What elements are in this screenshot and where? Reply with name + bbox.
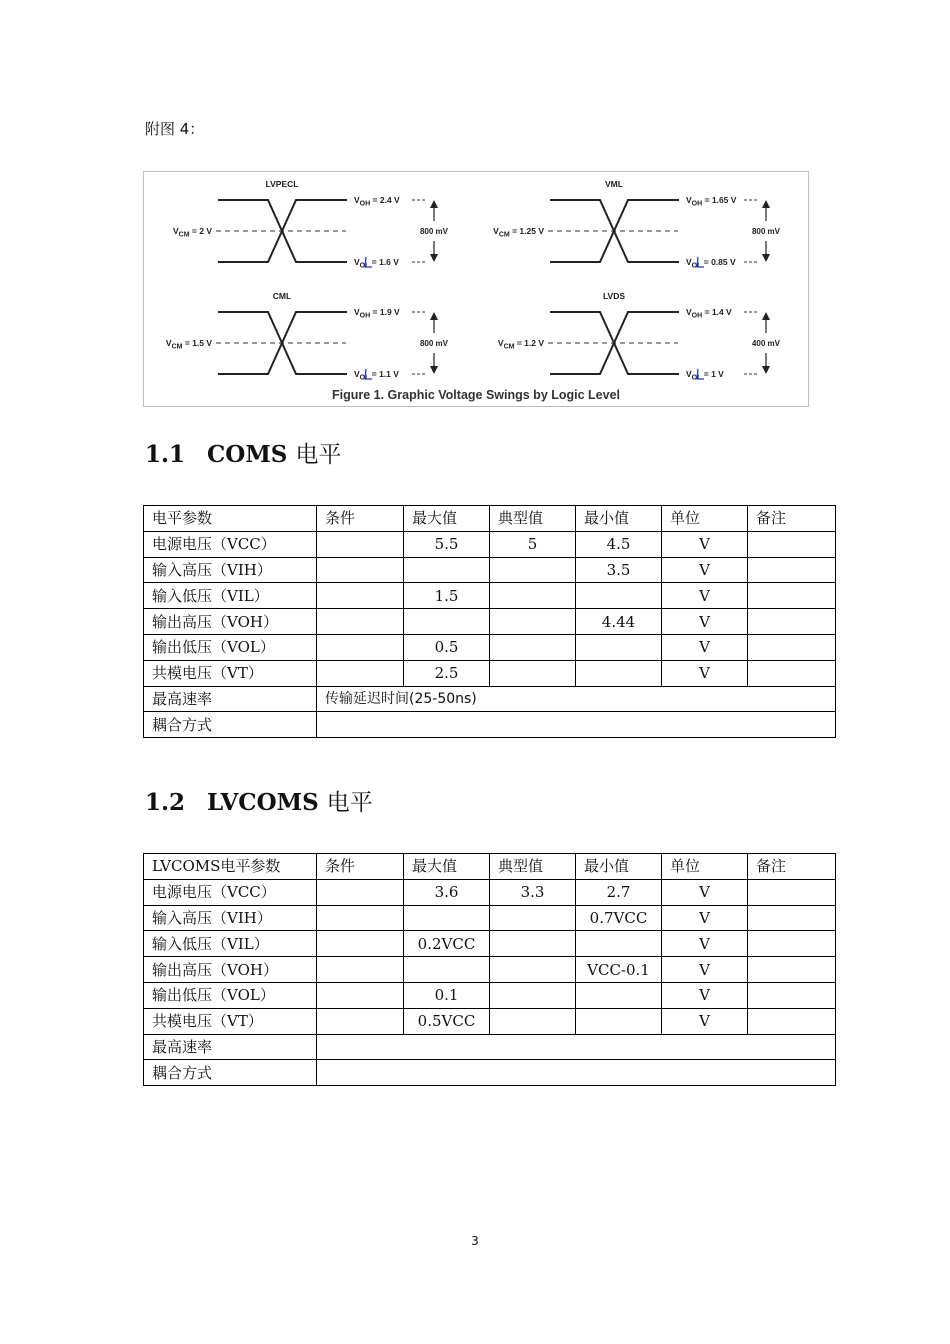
table-row xyxy=(144,712,836,738)
table-cell xyxy=(404,557,490,583)
row-label: 耦合方式 xyxy=(144,1060,317,1086)
voh-label: $V_{OH} = 1.9$ V xyxy=(354,307,400,320)
table-row xyxy=(144,905,836,931)
table-row xyxy=(144,634,836,660)
table-cell xyxy=(490,660,576,686)
panel-title: LVPECL xyxy=(265,179,299,189)
vcm-label: $V_{CM} = 2$ V xyxy=(172,226,212,239)
panel-title: LVDS xyxy=(602,291,626,301)
table-cell: 4.44 xyxy=(576,609,662,635)
table-cell xyxy=(490,982,576,1008)
row-label: 最高速率 xyxy=(144,686,317,712)
table-row xyxy=(144,1034,836,1060)
column-header: 典型值 xyxy=(490,854,576,880)
swing-value-label: 800 mV xyxy=(419,227,449,236)
table-row xyxy=(144,557,836,583)
vcm-label: $V_{CM} = 1.25$ V xyxy=(493,226,544,239)
table-row xyxy=(144,609,836,635)
row-label: 输入高压（VIH） xyxy=(144,905,317,931)
lvcoms-spec-table xyxy=(143,853,836,1086)
table-cell xyxy=(317,557,404,583)
table-row xyxy=(144,583,836,609)
column-header: 最小值 xyxy=(576,506,662,532)
table-cell xyxy=(317,634,404,660)
table-cell xyxy=(576,583,662,609)
row-label: 电源电压（VCC） xyxy=(144,879,317,905)
table-cell: VCC-0.1 xyxy=(576,957,662,983)
table-cell xyxy=(748,1008,836,1034)
table-cell xyxy=(404,957,490,983)
table-cell xyxy=(317,957,404,983)
table-cell xyxy=(576,660,662,686)
arrow-up-icon xyxy=(762,200,770,208)
column-header: 单位 xyxy=(662,854,748,880)
table-cell xyxy=(576,931,662,957)
table-cell: V xyxy=(662,982,748,1008)
row-label: 输入低压（VIL） xyxy=(144,931,317,957)
row-label: 电源电压（VCC） xyxy=(144,531,317,557)
table-cell: V xyxy=(662,1008,748,1034)
coupling-value-cell xyxy=(317,1060,836,1086)
table-cell xyxy=(317,660,404,686)
table-cell xyxy=(404,905,490,931)
column-header: 最大值 xyxy=(404,854,490,880)
column-header: 备注 xyxy=(748,506,836,532)
table-header-row xyxy=(144,854,836,880)
table-cell xyxy=(490,583,576,609)
table-cell: V xyxy=(662,879,748,905)
vol-label: $V_{OL} = 1.6$ V xyxy=(354,257,399,270)
table-cell xyxy=(748,957,836,983)
table-cell xyxy=(317,531,404,557)
table-row xyxy=(144,879,836,905)
column-header: 电平参数 xyxy=(144,506,317,532)
table-cell: 0.1 xyxy=(404,982,490,1008)
panel-title: VML xyxy=(605,179,623,189)
table-cell xyxy=(576,982,662,1008)
table-cell xyxy=(748,583,836,609)
table-cell: V xyxy=(662,531,748,557)
voh-label: $V_{OH} = 1.4$ V xyxy=(686,307,732,320)
row-label: 输出高压（VOH） xyxy=(144,957,317,983)
voh-label: $V_{OH} = 2.4$ V xyxy=(354,195,400,208)
speed-value-cell xyxy=(317,1034,836,1060)
table-cell xyxy=(317,879,404,905)
table-cell: 1.5 xyxy=(404,583,490,609)
section-number: 1.1 xyxy=(145,441,186,468)
swing-value-label: 800 mV xyxy=(419,339,449,348)
table-cell xyxy=(490,957,576,983)
table-cell xyxy=(317,583,404,609)
row-label: 耦合方式 xyxy=(144,712,317,738)
table-cell xyxy=(317,609,404,635)
row-label: 输出低压（VOL） xyxy=(144,634,317,660)
figure-title: Figure 1. Graphic Voltage Swings by Logic Level xyxy=(331,388,621,402)
section-heading-lvcoms xyxy=(145,784,373,817)
table-cell xyxy=(404,609,490,635)
table-cell: 0.5VCC xyxy=(404,1008,490,1034)
row-label: 输入高压（VIH） xyxy=(144,557,317,583)
table-cell: V xyxy=(662,634,748,660)
vcm-label: $V_{CM} = 1.2$ V xyxy=(497,338,544,351)
row-label: 最高速率 xyxy=(144,1034,317,1060)
table-cell: V xyxy=(662,557,748,583)
row-label: 共模电压（VT） xyxy=(144,1008,317,1034)
column-header: 典型值 xyxy=(490,506,576,532)
column-header: 单位 xyxy=(662,506,748,532)
panel-title: CML xyxy=(272,291,292,301)
section-title-zh: 电平 xyxy=(295,442,342,468)
table-cell: V xyxy=(662,957,748,983)
table-cell xyxy=(748,634,836,660)
row-label: 输出高压（VOH） xyxy=(144,609,317,635)
voh-label: $V_{OH} = 1.65$ V xyxy=(686,195,737,208)
table-cell: 5.5 xyxy=(404,531,490,557)
coupling-value-cell xyxy=(317,712,836,738)
table-cell xyxy=(317,931,404,957)
speed-value-cell: 传输延迟时间(25-50ns) xyxy=(317,686,836,712)
table-cell xyxy=(748,609,836,635)
table-cell: V xyxy=(662,931,748,957)
table-cell xyxy=(490,609,576,635)
column-header: 最大值 xyxy=(404,506,490,532)
table-cell xyxy=(490,905,576,931)
coms-spec-table xyxy=(143,505,836,738)
table-cell: 0.7VCC xyxy=(576,905,662,931)
column-header: 条件 xyxy=(317,506,404,532)
column-header: 最小值 xyxy=(576,854,662,880)
table-cell xyxy=(490,557,576,583)
table-cell: 5 xyxy=(490,531,576,557)
table-cell: 0.2VCC xyxy=(404,931,490,957)
table-cell: V xyxy=(662,660,748,686)
voltage-swing-diagram xyxy=(144,172,808,406)
table-cell: 4.5 xyxy=(576,531,662,557)
arrow-down-icon xyxy=(762,254,770,262)
vol-label: $V_{OL} = 1$ V xyxy=(686,369,724,382)
voltage-swing-figure xyxy=(143,171,809,407)
table-row xyxy=(144,531,836,557)
table-cell xyxy=(490,634,576,660)
table-cell: 3.3 xyxy=(490,879,576,905)
table-cell xyxy=(317,982,404,1008)
table-cell: 3.5 xyxy=(576,557,662,583)
vol-label: $V_{OL} = 0.85$ V xyxy=(686,257,736,270)
table-cell xyxy=(748,557,836,583)
table-row xyxy=(144,931,836,957)
table-cell xyxy=(317,1008,404,1034)
table-cell: V xyxy=(662,609,748,635)
table-cell xyxy=(576,634,662,660)
column-header: 备注 xyxy=(748,854,836,880)
table-cell: 3.6 xyxy=(404,879,490,905)
table-cell xyxy=(317,905,404,931)
table-cell xyxy=(576,1008,662,1034)
section-heading-coms xyxy=(145,436,341,469)
table-cell: V xyxy=(662,583,748,609)
table-cell xyxy=(748,905,836,931)
swing-value-label: 400 mV xyxy=(751,339,781,348)
row-label: 输入低压（VIL） xyxy=(144,583,317,609)
table-cell xyxy=(748,879,836,905)
arrow-up-icon xyxy=(762,312,770,320)
table-cell: 2.7 xyxy=(576,879,662,905)
arrow-down-icon xyxy=(430,254,438,262)
section-title-zh: 电平 xyxy=(326,790,373,816)
table-header-row xyxy=(144,506,836,532)
swing-value-label: 800 mV xyxy=(751,227,781,236)
vol-label: $V_{OL} = 1.1$ V xyxy=(354,369,399,382)
arrow-up-icon xyxy=(430,312,438,320)
table-cell xyxy=(490,1008,576,1034)
section-title-latin: COMS xyxy=(207,441,288,468)
arrow-down-icon xyxy=(430,366,438,374)
table-cell xyxy=(748,531,836,557)
table-row xyxy=(144,1060,836,1086)
vcm-label: $V_{CM} = 1.5$ V xyxy=(165,338,212,351)
table-cell: 0.5 xyxy=(404,634,490,660)
table-cell: V xyxy=(662,905,748,931)
table-cell: 2.5 xyxy=(404,660,490,686)
table-row xyxy=(144,982,836,1008)
table-row xyxy=(144,660,836,686)
table-cell xyxy=(748,931,836,957)
table-cell xyxy=(748,660,836,686)
column-header: 条件 xyxy=(317,854,404,880)
section-number: 1.2 xyxy=(145,789,186,816)
row-label: 输出低压（VOL） xyxy=(144,982,317,1008)
column-header: LVCOMS电平参数 xyxy=(144,854,317,880)
figure-caption-label: 附图 4： xyxy=(145,120,205,138)
arrow-down-icon xyxy=(762,366,770,374)
table-cell xyxy=(748,982,836,1008)
row-label: 共模电压（VT） xyxy=(144,660,317,686)
section-title-latin: LVCOMS xyxy=(207,789,319,816)
arrow-up-icon xyxy=(430,200,438,208)
table-row xyxy=(144,957,836,983)
table-row xyxy=(144,1008,836,1034)
page-number: 3 xyxy=(471,1234,479,1248)
table-cell xyxy=(490,931,576,957)
table-row xyxy=(144,686,836,712)
